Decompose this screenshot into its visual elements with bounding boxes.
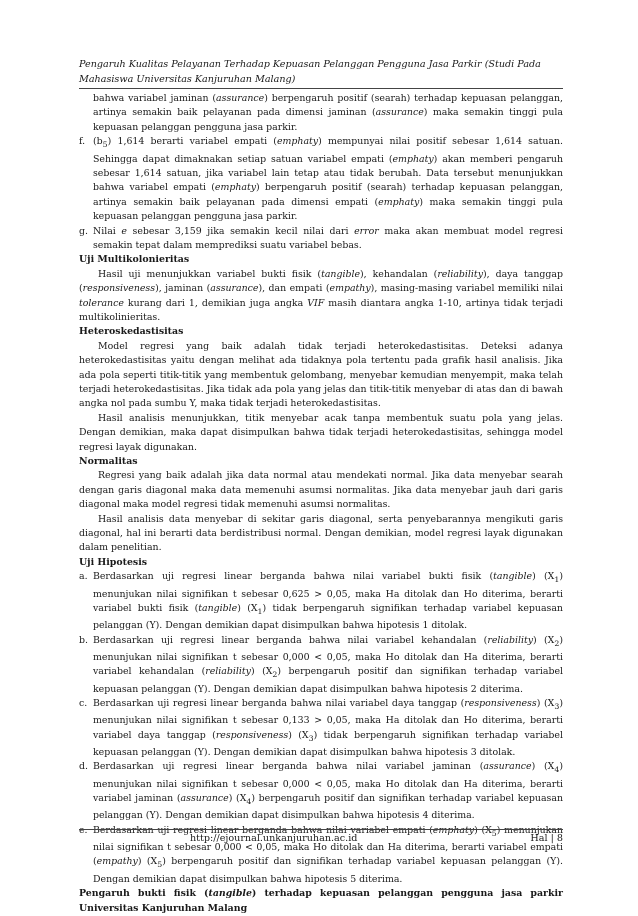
- list-item: [79, 760, 563, 823]
- running-title: Pengaruh Kualitas Pelayanan Terhadap Kepuasan Pelanggan Pengguna Jasa Parkir (Studi Pada Mahasiswa Universitas Kanjuruhan Malang): [79, 59, 541, 85]
- page-footer: [79, 829, 563, 844]
- list-marker: g.: [79, 225, 88, 237]
- list-marker: d.: [79, 761, 88, 773]
- page-number: Hal | 8: [530, 833, 563, 844]
- list-marker: e.: [79, 824, 88, 836]
- heading-multikolonieritas: Uji Multikolonieritas: [79, 254, 190, 266]
- heteroskedastisitas-paragraph-1: Model regresi yang baik adalah tidak terjadi heterokedastisitas. Deteksi adanya heterokedastisitas yaitu dengan melihat ada tidaknya pola tertentu pada grafik hasil analisis. Jika ada pola seperti titik-titik yang membentuk gelombang, menyebar kemudian menyempit, maka telah terjadi heterokedastisitas. Jika tidak ada pola yang jelas dan titik-titik menyebar di atas dan di bawah angka nol pada sumbu Y, maka tidak terjadi heterokedastisitas.: [79, 340, 563, 410]
- footer-url: http://ejournal.unkanjuruhan.ac.id: [190, 833, 358, 844]
- multikolonieritas-paragraph: Hasil uji menunjukkan variabel bukti fisik (tangible), kehandalan (reliability), daya tanggap (responsiveness), jaminan (assurance), dan empati (empathy), masing-masing variabel memiliki nilai tolerance kurang dari 1, demikian juga angka VIF masih diantara angka 1-10, artinya tidak terjadi multikolinieritas.: [79, 268, 563, 323]
- list-marker: b.: [79, 634, 88, 646]
- heading-pengaruh-bukti-fisik: Pengaruh bukti fisik (tangible) terhadap kepuasan pelanggan pengguna jasa parkir Universitas Kanjuruhan Malang: [79, 888, 563, 914]
- normalitas-paragraph-1: Regresi yang baik adalah jika data normal atau mendekati normal. Jika data menyebar searah dengan garis diagonal maka data memenuhi asumsi normalitas. Jika data menyebar jauh dari garis diagonal maka model regresi tidak memenuhi asumsi normalitas.: [79, 470, 563, 511]
- coefficient-list: [79, 135, 563, 253]
- list-marker: c.: [79, 698, 88, 710]
- heteroskedastisitas-paragraph-2: Hasil analisis menunjukkan, titik menyebar acak tanpa membentuk suatu pola yang jelas. Dengan demikian, maka dapat disimpulkan bahwa tidak terjadi heterokedastisitas, sehingga model regresi layak digunakan.: [79, 412, 563, 453]
- list-item: [79, 570, 563, 633]
- page-body: [79, 92, 563, 916]
- list-item: [79, 225, 563, 254]
- list-item: [79, 697, 563, 760]
- list-text: Berdasarkan uji regresi linear berganda bahwa nilai variabel bukti fisik (tangible) $(X_1)$ menunjukan nilai signifikan t sebesar 0,625 > 0,05, maka Ha ditolak dan Ho diterima, berarti variabel bukti fisik (tangible) $(X_1)$ tidak berpengaruh signifikan terhadap variabel kepuasan pelanggan (Y). Dengan demikian dapat disimpulkan bahwa hipotesis 1 ditolak.: [93, 571, 563, 632]
- normalitas-paragraph-2: Hasil analisis data menyebar di sekitar garis diagonal, serta penyebarannya mengikuti garis diagonal, hal ini berarti data berdistribusi normal. Dengan demikian, model regresi layak digunakan dalam penelitian.: [79, 513, 563, 554]
- heading-normalitas: Normalitas: [79, 456, 138, 468]
- list-text: Berdasarkan uji regresi linear berganda bahwa nilai variabel kehandalan (reliability) $(X_2)$ menunjukan nilai signifikan t sebesar 0,000 < 0,05, maka Ho ditolak dan Ha diterima, berarti variabel kehandalan (reliability) $(X_2)$ berpengaruh positif dan signifikan terhadap variabel kepuasan pelanggan (Y). Dengan demikian dapat disimpulkan bahwa hipotesis 2 diterima.: [93, 634, 563, 695]
- continued-paragraph: bahwa variabel jaminan (assurance) berpengaruh positif (searah) terhadap kepuasan pelanggan, artinya semakin baik pelayanan pada dimensi jaminan (assurance) maka semakin tinggi pula kepuasan pelanggan pengguna jasa parkir.: [93, 93, 563, 133]
- list-text: Berdasarkan uji regresi linear berganda bahwa nilai variabel jaminan (assurance) $(X_4)$ menunjukan nilai signifikan t sebesar 0,000 < 0,05, maka Ho ditolak dan Ha diterima, berarti variabel jaminan (assurance) $(X_4)$ berpengaruh positif dan signifikan terhadap variabel kepuasan pelanggan (Y). Dengan demikian dapat disimpulkan bahwa hipotesis 4 diterima.: [93, 761, 563, 822]
- list-marker: a.: [79, 571, 88, 583]
- list-item: [79, 634, 563, 697]
- running-header: [79, 57, 563, 89]
- list-item: [79, 135, 563, 224]
- list-marker: f.: [79, 136, 86, 148]
- list-text: Berdasarkan uji regresi linear berganda bahwa nilai variabel empati (emphaty) $(X_5)$ menunjukan nilai signifikan t sebesar 0,000 < 0,05, maka Ho ditolak dan Ha diterima, berarti variabel empati (empathy) $(X_5)$ berpengaruh positif dan signifikan terhadap variabel kepuasan pelanggan (Y). Dengan demikian dapat disimpulkan bahwa hipotesis 5 diterima.: [93, 824, 563, 885]
- list-text: Nilai e sebesar 3,159 jika semakin kecil nilai dari error maka akan membuat model regresi semakin tepat dalam memprediksi suatu variabel bebas.: [93, 225, 563, 251]
- heading-heteroskedastisitas: Heteroskedastisitas: [79, 326, 184, 338]
- list-text: Berdasarkan uji regresi linear berganda bahwa nilai variabel daya tanggap (responsiveness) $(X_3)$ menunjukan nilai signifikan t sebesar 0,133 > 0,05, maka Ha ditolak dan Ho diterima, berarti variabel daya tanggap (responsiveness) $(X_3)$ tidak berpengaruh signifikan terhadap variabel kepuasan pelanggan (Y). Dengan demikian dapat disimpulkan bahwa hipotesis 3 ditolak.: [93, 698, 563, 758]
- heading-uji-hipotesis: Uji Hipotesis: [79, 556, 148, 568]
- list-text: $(b_5)$ 1,614 berarti variabel empati (emphaty) mempunyai nilai positif sebesar 1,614 satuan. Sehingga dapat dimaknakan setiap satuan variabel empati (emphaty) akan memberi pengaruh sebesar 1,614 satuan, jika variabel lain tetap atau tidak berubah. Data tersebut menunjukkan bahwa variabel empati (emphaty) berpengaruh positif (searah) terhadap kepuasan pelanggan, artinya semakin baik pelayanan pada dimensi empati (emphaty) maka semakin tinggi pula kepuasan pelanggan pengguna jasa parkir.: [93, 136, 563, 223]
